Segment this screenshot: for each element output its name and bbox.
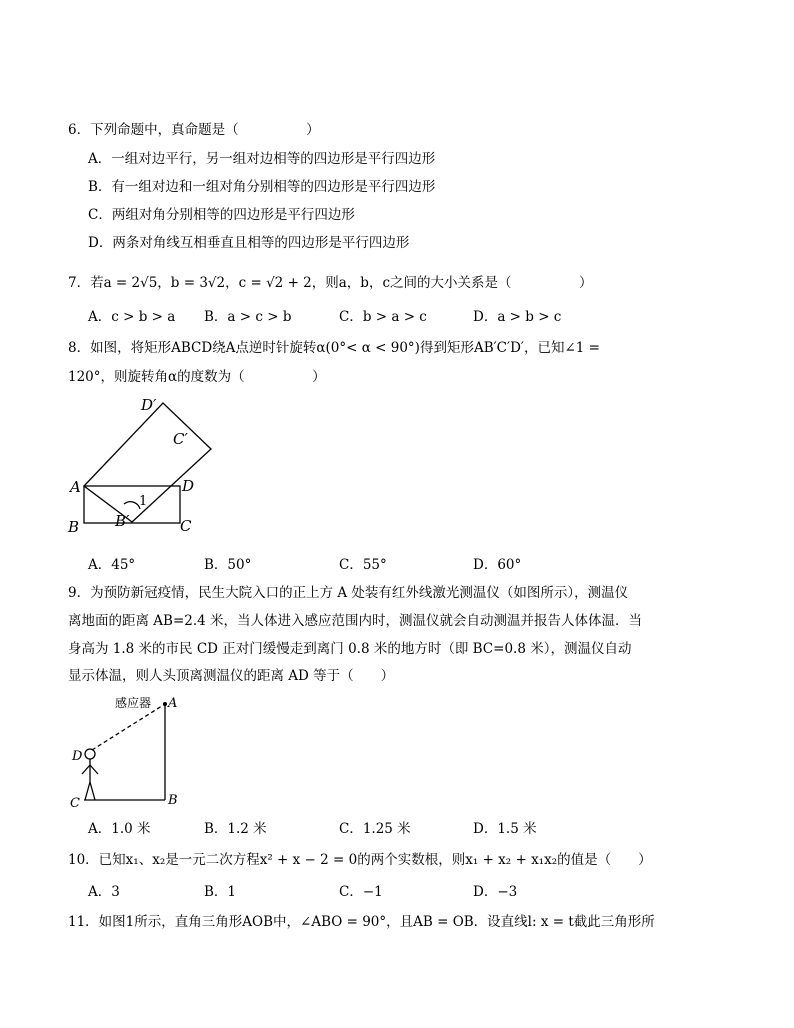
q8-stem-line2: 120°，则旋转角α的度数为（ ） [68,369,326,385]
label-c: C [70,796,80,811]
q8-option-b: B．50° [204,557,252,573]
rectangle-ab1c1d1 [84,403,211,522]
q8-option-d: D．60° [473,557,522,573]
label-a: A [168,696,178,711]
q9-stem-line2: 离地面的距离 AB=2.4 米，当人体进入感应范围内时，测温仪就会自动测温并报告人体体温．当 [68,613,643,629]
q10-option-d: D．−3 [473,884,518,900]
q6-option-a: A．一组对边平行，另一组对边相等的四边形是平行四边形 [88,151,436,167]
label-b: B [168,793,178,808]
label-sensor: 感应器 [115,696,152,710]
person-right-leg [90,782,95,800]
q10-option-c: C．−1 [339,884,383,900]
q7-stem: 7．若a = 2√5，b = 3√2，c = √2 + 2，则a，b，c之间的大小关系是（ ） [68,275,593,291]
label-d: D [72,749,83,764]
q8-option-c: C．55° [339,557,387,573]
label-a: A [70,478,81,496]
person-right-arm [90,765,98,774]
q8-rectangle-rotation-figure [60,392,220,542]
q7-option-a: A．c > b > a [88,309,176,325]
q6-stem: 6．下列命题中，真命题是（ ） [68,122,320,138]
label-d: D [182,477,195,495]
label-b-prime: B′ [115,512,130,530]
q11-stem: 11．如图1所示，直角三角形AOB中，∠ABO = 90°，且AB = OB．设直线l: x = t截此三角形所 [68,914,655,930]
q9-option-b: B．1.2 米 [204,821,267,837]
person-left-arm [82,765,90,774]
q9-stem-line3: 身高为 1.8 米的市民 CD 正对门缓慢走到离门 0.8 米的地方时（即 BC=0.8 米），测温仪自动 [68,641,632,657]
q9-thermometer-figure [60,692,190,812]
q9-option-c: C．1.25 米 [339,821,411,837]
person-head [85,749,95,759]
label-angle-1: 1 [139,494,148,509]
q7-option-b: B．a > c > b [204,309,292,325]
angle-1-arc [124,502,140,509]
label-c: C [180,517,192,535]
q7-option-c: C．b > a > c [339,309,427,325]
label-c-prime: C′ [173,430,188,448]
q10-stem: 10．已知x₁、x₂是一元二次方程x² + x − 2 = 0的两个实数根，则x₁ + x₂ + x₁x₂的值是（ ） [68,852,652,868]
q6-option-b: B．有一组对边和一组对角分别相等的四边形是平行四边形 [88,179,436,195]
q9-option-d: D．1.5 米 [473,821,537,837]
sensor-dot [163,702,167,706]
q8-stem-line1: 8．如图，将矩形ABCD绕A点逆时针旋转α(0°< α < 90°)得到矩形AB′C′D′，已知∠1 = [68,340,600,356]
q7-option-d: D．a > b > c [473,309,562,325]
q9-stem-line4: 显示体温，则人头顶离测温仪的距离 AD 等于（ ） [68,668,395,684]
q9-stem-line1: 9．为预防新冠疫情，民生大院入口的正上方 A 处装有红外线激光测温仪（如图所示），测温仪 [68,585,629,601]
q9-option-a: A．1.0 米 [88,821,151,837]
q6-option-d: D．两条对角线互相垂直且相等的四边形是平行四边形 [88,235,410,251]
person-left-leg [85,782,90,800]
label-d-prime: D′ [141,396,157,414]
q6-option-c: C．两组对角分别相等的四边形是平行四边形 [88,207,355,223]
q10-option-a: A．3 [88,884,120,900]
q8-option-a: A．45° [88,557,136,573]
label-b: B [68,518,80,536]
sight-line-ad [92,704,165,750]
q10-option-b: B．1 [204,884,237,900]
